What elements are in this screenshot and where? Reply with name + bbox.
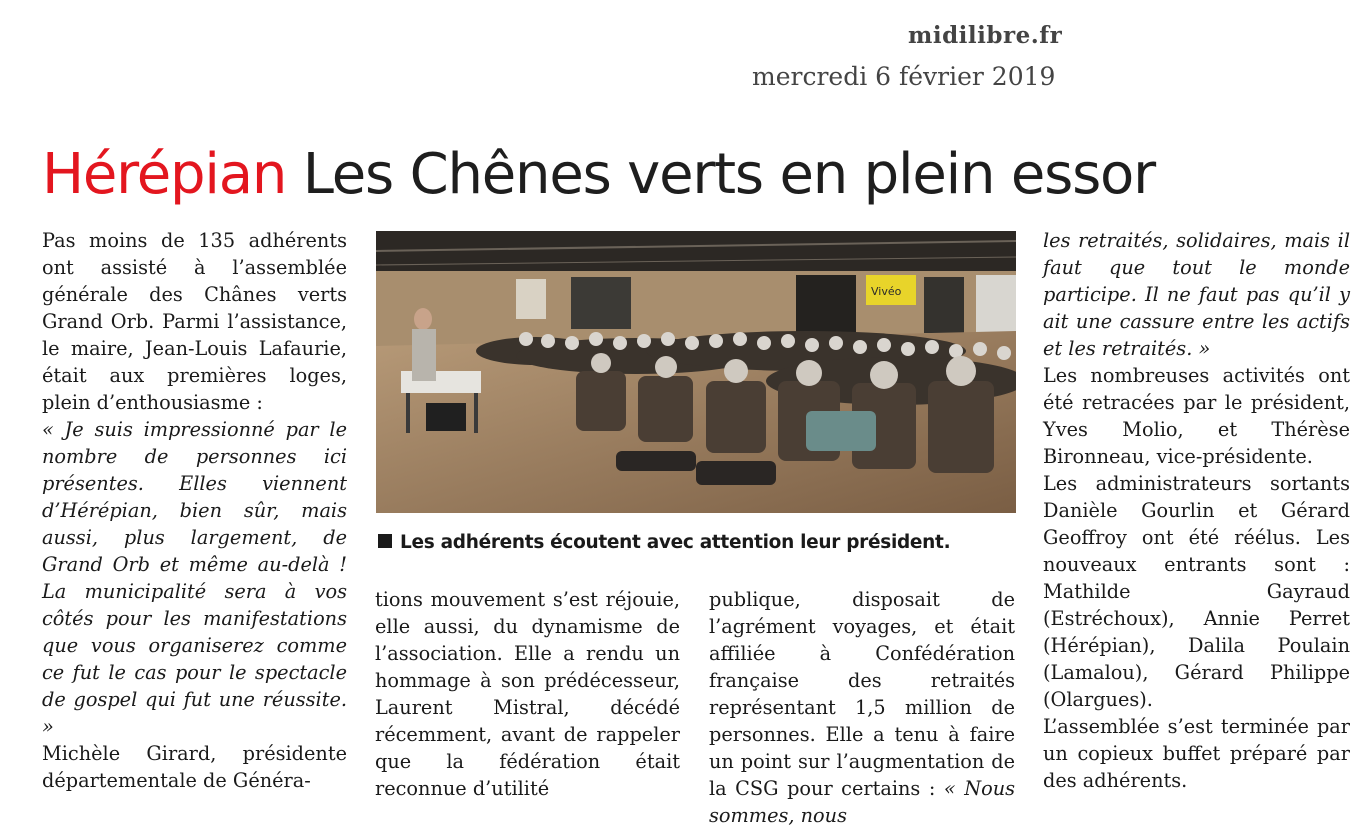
headline	[42, 135, 1342, 215]
banner-text: Vivéo	[871, 285, 902, 298]
headline-kicker: Hérépian	[42, 142, 287, 207]
paragraph-text: publique, disposait de l’agrément voyages, et était affiliée à Confédération française des retraités représentant 1,5 million de personnes. Elle a tenu à faire un point sur l’augmentation de la CSG pour certains :	[709, 588, 1015, 800]
paragraph: tions mouvement s’est réjouie, elle aussi, du dynamisme de l’association. Elle a rendu un hommage à son prédécesseur, Laurent Mistral, décédé récemment, avant de rappeler que la fédération était reconnue d’utilité	[375, 588, 680, 800]
audience-photo-illustration	[376, 231, 1016, 513]
paragraph: Les administrateurs sortants Danièle Gourlin et Gérard Geoffroy ont été réélus. Les nouveaux entrants sont : Mathilde Gayraud (Estréchoux), Annie Perret (Hérépian), Dalila Poulain (Lamalou), Gérard Philippe (Olargues).	[1043, 472, 1350, 711]
article-column-2	[375, 586, 680, 802]
caption-text: Les adhérents écoutent avec attention leur président.	[400, 532, 951, 553]
quote: les retraités, solidaires, mais il faut que tout le monde participe. Il ne faut pas qu’il y ait une cassure entre les actifs et les retraités. »	[1043, 229, 1350, 360]
paragraph	[709, 586, 1015, 829]
publication-date: mercredi 6 février 2019	[752, 62, 1056, 91]
caption-square-icon	[378, 534, 392, 548]
photo-caption	[378, 532, 1018, 553]
headline-title: Les Chênes verts en plein essor	[302, 142, 1155, 207]
paragraph: Les nombreuses activités ont été retracées par le président, Yves Molio, et Thérèse Bironneau, vice-présidente.	[1043, 364, 1350, 468]
quote: « Nous sommes, nous	[709, 777, 1016, 827]
article-column-3	[709, 586, 1015, 829]
quote: « Je suis impressionné par le nombre de personnes ici présentes. Elles viennent d’Hérépian, bien sûr, mais aussi, plus largement, de Grand Orb et même au-delà ! La municipalité sera à vos côtés pour les manifestations que vous organiserez comme ce fut le cas pour le spectacle de gospel qui fut une réussite. »	[42, 418, 347, 738]
article-photo	[376, 231, 1016, 513]
paragraph: L’assemblée s’est terminée par un copieux buffet préparé par des adhérents.	[1043, 715, 1350, 792]
paragraph: Michèle Girard, présidente départementale de Généra-	[42, 742, 347, 792]
article-column-4	[1043, 227, 1350, 794]
article-column-1	[42, 227, 347, 794]
paragraph: Pas moins de 135 adhérents ont assisté à l’assemblée générale des Chânes verts Grand Orb. Parmi l’assistance, le maire, Jean-Louis Lafaurie, était aux premières loges, plein d’enthousiasme :	[42, 229, 347, 414]
site-name: midilibre.fr	[908, 22, 1063, 49]
